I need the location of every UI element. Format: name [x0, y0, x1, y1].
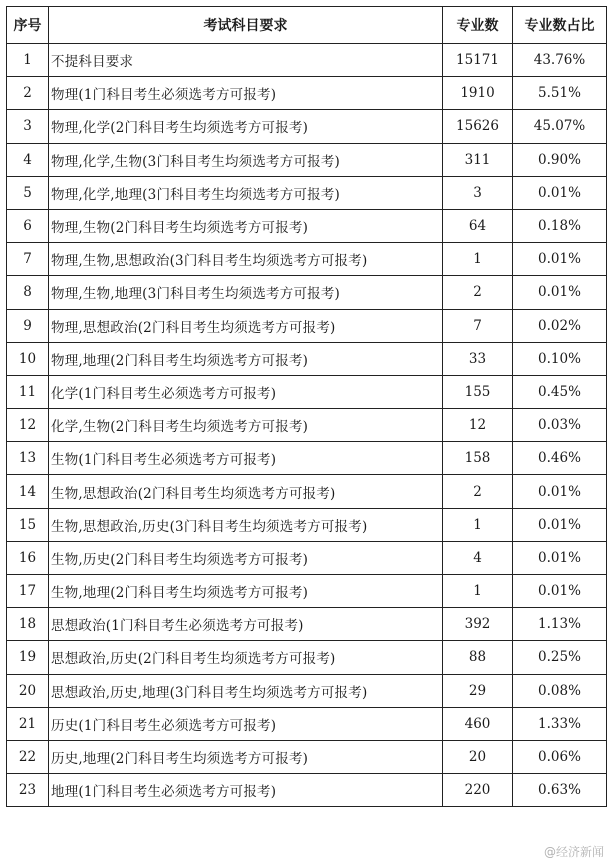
- row-requirement-cell: 化学,生物(2门科目考生均须选考方可报考): [49, 409, 443, 442]
- row-requirement-cell: 化学(1门科目考生必须选考方可报考): [49, 375, 443, 408]
- row-requirement-cell: 物理,生物,思想政治(3门科目考生均须选考方可报考): [49, 243, 443, 276]
- table-row: [7, 442, 607, 475]
- row-requirement-cell: 物理,思想政治(2门科目考生均须选考方可报考): [49, 309, 443, 342]
- row-ratio-cell: 0.01%: [513, 475, 607, 508]
- table-row: [7, 508, 607, 541]
- row-requirement-cell: 生物,地理(2门科目考生均须选考方可报考): [49, 575, 443, 608]
- row-index-cell: 7: [7, 243, 49, 276]
- row-requirement-cell: 不提科目要求: [49, 44, 443, 77]
- row-index-cell: 22: [7, 740, 49, 773]
- row-ratio-cell: 0.45%: [513, 375, 607, 408]
- table-row: [7, 740, 607, 773]
- header-ratio: 专业数占比: [513, 7, 607, 44]
- row-index-cell: 16: [7, 541, 49, 574]
- row-ratio-cell: 0.46%: [513, 442, 607, 475]
- row-index-cell: 21: [7, 707, 49, 740]
- row-count-cell: 1910: [443, 77, 513, 110]
- table-row: [7, 608, 607, 641]
- row-requirement-cell: 思想政治,历史(2门科目考生均须选考方可报考): [49, 641, 443, 674]
- row-index-cell: 6: [7, 209, 49, 242]
- table-row: [7, 276, 607, 309]
- table-row: [7, 309, 607, 342]
- row-count-cell: 1: [443, 575, 513, 608]
- row-index-cell: 17: [7, 575, 49, 608]
- row-count-cell: 20: [443, 740, 513, 773]
- row-ratio-cell: 0.08%: [513, 674, 607, 707]
- row-requirement-cell: 历史(1门科目考生必须选考方可报考): [49, 707, 443, 740]
- row-requirement-cell: 物理,生物,地理(3门科目考生均须选考方可报考): [49, 276, 443, 309]
- watermark: @经济新闻: [543, 845, 604, 859]
- document-page: [6, 6, 606, 807]
- row-ratio-cell: 0.01%: [513, 243, 607, 276]
- row-index-cell: 10: [7, 342, 49, 375]
- row-count-cell: 64: [443, 209, 513, 242]
- row-index-cell: 14: [7, 475, 49, 508]
- row-ratio-cell: 1.13%: [513, 608, 607, 641]
- header-requirement: 考试科目要求: [49, 7, 443, 44]
- row-requirement-cell: 生物,历史(2门科目考生均须选考方可报考): [49, 541, 443, 574]
- row-count-cell: 12: [443, 409, 513, 442]
- row-ratio-cell: 0.63%: [513, 774, 607, 807]
- row-index-cell: 19: [7, 641, 49, 674]
- header-index: 序号: [7, 7, 49, 44]
- table-row: [7, 77, 607, 110]
- row-ratio-cell: 0.01%: [513, 541, 607, 574]
- row-count-cell: 460: [443, 707, 513, 740]
- table-body: [7, 44, 607, 807]
- row-count-cell: 2: [443, 276, 513, 309]
- table-row: [7, 209, 607, 242]
- table-row: [7, 409, 607, 442]
- header-row: [7, 7, 607, 44]
- table-row: [7, 342, 607, 375]
- row-index-cell: 9: [7, 309, 49, 342]
- row-count-cell: 220: [443, 774, 513, 807]
- row-requirement-cell: 思想政治,历史,地理(3门科目考生均须选考方可报考): [49, 674, 443, 707]
- row-requirement-cell: 物理,化学,地理(3门科目考生均须选考方可报考): [49, 176, 443, 209]
- row-requirement-cell: 生物,思想政治,历史(3门科目考生均须选考方可报考): [49, 508, 443, 541]
- row-requirement-cell: 生物(1门科目考生必须选考方可报考): [49, 442, 443, 475]
- row-ratio-cell: 43.76%: [513, 44, 607, 77]
- row-ratio-cell: 0.18%: [513, 209, 607, 242]
- row-count-cell: 33: [443, 342, 513, 375]
- row-count-cell: 311: [443, 143, 513, 176]
- row-requirement-cell: 物理,化学,生物(3门科目考生均须选考方可报考): [49, 143, 443, 176]
- row-requirement-cell: 生物,思想政治(2门科目考生均须选考方可报考): [49, 475, 443, 508]
- row-index-cell: 20: [7, 674, 49, 707]
- table-row: [7, 575, 607, 608]
- row-count-cell: 88: [443, 641, 513, 674]
- row-requirement-cell: 物理,化学(2门科目考生均须选考方可报考): [49, 110, 443, 143]
- row-ratio-cell: 0.06%: [513, 740, 607, 773]
- row-count-cell: 15626: [443, 110, 513, 143]
- row-index-cell: 18: [7, 608, 49, 641]
- subject-requirement-table: [6, 6, 607, 807]
- row-count-cell: 15171: [443, 44, 513, 77]
- row-count-cell: 392: [443, 608, 513, 641]
- row-count-cell: 29: [443, 674, 513, 707]
- row-ratio-cell: 0.25%: [513, 641, 607, 674]
- table-row: [7, 541, 607, 574]
- row-count-cell: 7: [443, 309, 513, 342]
- row-index-cell: 3: [7, 110, 49, 143]
- header-count: 专业数: [443, 7, 513, 44]
- table-row: [7, 243, 607, 276]
- row-index-cell: 23: [7, 774, 49, 807]
- table-row: [7, 375, 607, 408]
- row-requirement-cell: 物理,地理(2门科目考生均须选考方可报考): [49, 342, 443, 375]
- row-index-cell: 13: [7, 442, 49, 475]
- row-requirement-cell: 历史,地理(2门科目考生均须选考方可报考): [49, 740, 443, 773]
- row-ratio-cell: 5.51%: [513, 77, 607, 110]
- table-header: [7, 7, 607, 44]
- row-index-cell: 11: [7, 375, 49, 408]
- row-ratio-cell: 0.01%: [513, 508, 607, 541]
- row-ratio-cell: 0.02%: [513, 309, 607, 342]
- table-row: [7, 774, 607, 807]
- row-requirement-cell: 思想政治(1门科目考生必须选考方可报考): [49, 608, 443, 641]
- row-requirement-cell: 地理(1门科目考生必须选考方可报考): [49, 774, 443, 807]
- row-ratio-cell: 1.33%: [513, 707, 607, 740]
- row-count-cell: 158: [443, 442, 513, 475]
- row-count-cell: 155: [443, 375, 513, 408]
- row-requirement-cell: 物理(1门科目考生必须选考方可报考): [49, 77, 443, 110]
- row-index-cell: 12: [7, 409, 49, 442]
- row-count-cell: 2: [443, 475, 513, 508]
- table-row: [7, 674, 607, 707]
- row-index-cell: 4: [7, 143, 49, 176]
- table-row: [7, 641, 607, 674]
- row-ratio-cell: 0.01%: [513, 276, 607, 309]
- table-row: [7, 176, 607, 209]
- row-count-cell: 4: [443, 541, 513, 574]
- row-ratio-cell: 45.07%: [513, 110, 607, 143]
- table-row: [7, 475, 607, 508]
- row-index-cell: 1: [7, 44, 49, 77]
- row-index-cell: 8: [7, 276, 49, 309]
- row-index-cell: 2: [7, 77, 49, 110]
- row-ratio-cell: 0.90%: [513, 143, 607, 176]
- row-count-cell: 1: [443, 243, 513, 276]
- table-row: [7, 44, 607, 77]
- row-ratio-cell: 0.01%: [513, 176, 607, 209]
- row-count-cell: 1: [443, 508, 513, 541]
- table-row: [7, 143, 607, 176]
- table-row: [7, 707, 607, 740]
- row-ratio-cell: 0.03%: [513, 409, 607, 442]
- row-requirement-cell: 物理,生物(2门科目考生均须选考方可报考): [49, 209, 443, 242]
- table-row: [7, 110, 607, 143]
- row-index-cell: 5: [7, 176, 49, 209]
- row-index-cell: 15: [7, 508, 49, 541]
- row-ratio-cell: 0.10%: [513, 342, 607, 375]
- row-ratio-cell: 0.01%: [513, 575, 607, 608]
- row-count-cell: 3: [443, 176, 513, 209]
